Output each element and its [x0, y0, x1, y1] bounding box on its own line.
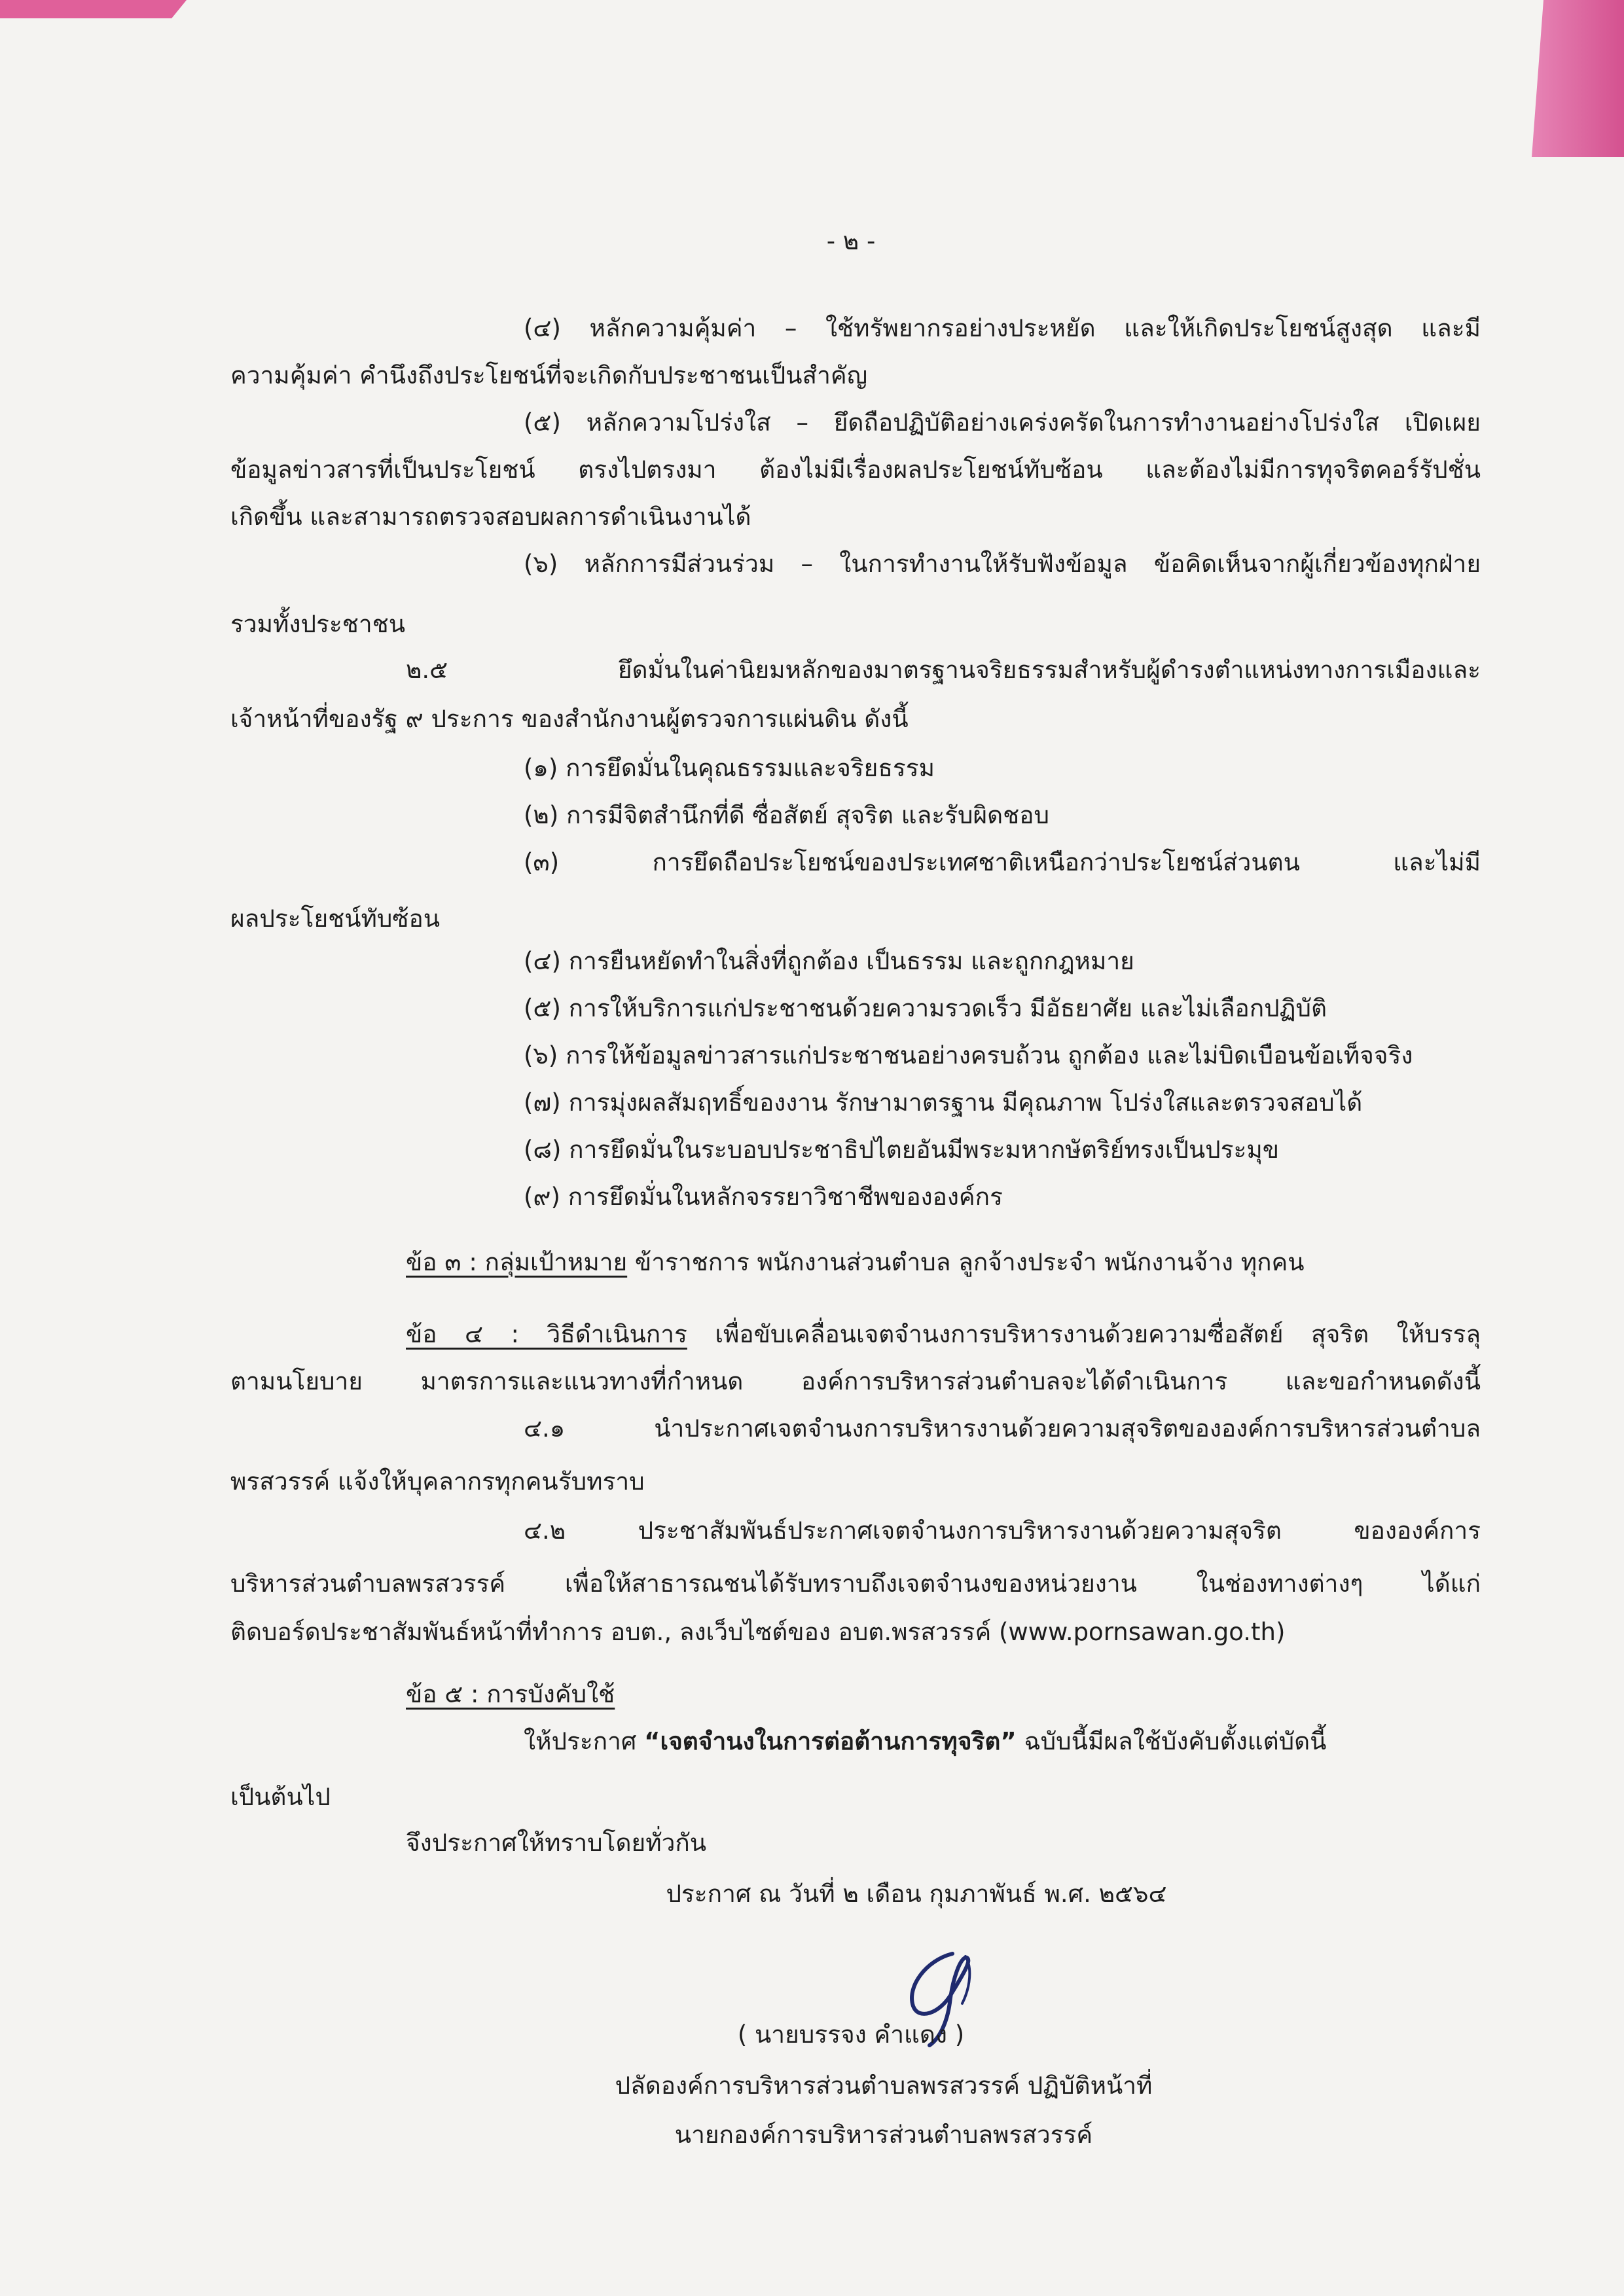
- ethics-item-6: (๖) การให้ข้อมูลข่าวสารแก่ประชาชนอย่างครบถ้วน ถูกต้อง และไม่บิดเบือนข้อเท็จจริง: [524, 1041, 1413, 1069]
- section-4-line-2: ตามนโยบาย มาตรการและแนวทางที่กำหนด องค์การบริหารส่วนตำบลจะได้ดำเนินการ และขอกำหนดดังนี้: [230, 1367, 1481, 1395]
- closing-statement: จึงประกาศให้ทราบโดยทั่วกัน: [406, 1829, 707, 1857]
- signatory-title-2: นายกองค์การบริหารส่วนตำบลพรสวรรค์: [674, 2121, 1093, 2149]
- signatory-title-1: ปลัดองค์การบริหารส่วนตำบลพรสวรรค์ ปฏิบัติหน้าที่: [615, 2072, 1153, 2100]
- signatory-name: ( นายบรรจง คำแดง ): [737, 2020, 965, 2049]
- section-4-text-1: เพื่อขับเคลื่อนเจตจำนงการบริหารงานด้วยความซื่อสัตย์ สุจริต ให้บรรลุ: [687, 1320, 1481, 1348]
- section-4-line-1: [406, 1319, 1481, 1350]
- ethics-item-5: (๕) การให้บริการแก่ประชาชนด้วยความรวดเร็ว มีอัธยาศัย และไม่เลือกปฏิบัติ: [524, 994, 1327, 1022]
- section-3-heading: ข้อ ๓ : กลุ่มเป้าหมาย: [406, 1248, 628, 1276]
- page-number: - ๒ -: [826, 227, 876, 255]
- announcement-date: ประกาศ ณ วันที่ ๒ เดือน กุมภาพันธ์ พ.ศ. ๒๕๖๔: [666, 1880, 1167, 1908]
- ethics-item-8: (๘) การยึดมั่นในระบอบประชาธิปไตยอันมีพระมหากษัตริย์ทรงเป็นประมุข: [524, 1136, 1280, 1164]
- section-2-5-line-2: เจ้าหน้าที่ของรัฐ ๙ ประการ ของสำนักงานผู้ตรวจการแผ่นดิน ดังนี้: [230, 705, 909, 733]
- principle-4-line-2: ความคุ้มค่า คำนึงถึงประโยชน์ที่จะเกิดกับประชาชนเป็นสำคัญ: [230, 361, 868, 389]
- paper-edge-right: [1526, 0, 1624, 157]
- ethics-item-1: (๑) การยึดมั่นในคุณธรรมและจริยธรรม: [524, 754, 935, 782]
- section-2-5-line-1: ๒.๕ ยึดมั่นในค่านิยมหลักของมาตรฐานจริยธรรมสำหรับผู้ดำรงตำแหน่งทางการเมืองและ: [406, 656, 1481, 684]
- section-5-heading: ข้อ ๕ : การบังคับใช้: [406, 1680, 615, 1708]
- section-4-2-line-1: ๔.๒ ประชาสัมพันธ์ประกาศเจตจำนงการบริหารงานด้วยความสุจริต ขององค์การ: [524, 1516, 1481, 1545]
- principle-5-line-3: เกิดขึ้น และสามารถตรวจสอบผลการดำเนินงานได้: [230, 503, 751, 531]
- ethics-item-3: (๓) การยึดถือประโยชน์ของประเทศชาติเหนือกว่าประโยชน์ส่วนตน และไม่มี: [524, 848, 1481, 876]
- paper-edge-left: [0, 0, 187, 18]
- section-5-title: “เจตจำนงในการต่อต้านการทุจริต”: [644, 1727, 1017, 1755]
- principle-4-line-1: (๔) หลักความคุ้มค่า – ใช้ทรัพยากรอย่างประหยัด และให้เกิดประโยชน์สูงสุด และมี: [524, 314, 1481, 342]
- section-4-2-line-2: บริหารส่วนตำบลพรสวรรค์ เพื่อให้สาธารณชนได้รับทราบถึงเจตจำนงของหน่วยงาน ในช่องทางต่างๆ ได้แก่: [230, 1570, 1481, 1598]
- section-4-heading: ข้อ ๔ : วิธีดำเนินการ: [406, 1320, 687, 1348]
- ethics-item-7: (๗) การมุ่งผลสัมฤทธิ์ของงาน รักษามาตรฐาน มีคุณภาพ โปร่งใสและตรวจสอบได้: [524, 1088, 1363, 1117]
- ethics-item-2: (๒) การมีจิตสำนึกที่ดี ซื่อสัตย์ สุจริต และรับผิดชอบ: [524, 801, 1049, 829]
- principle-5-line-2: ข้อมูลข่าวสารที่เป็นประโยชน์ ตรงไปตรงมา ต้องไม่มีเรื่องผลประโยชน์ทับซ้อน และต้องไม่มีการทุจริตคอร์รัปชั่น: [230, 456, 1481, 484]
- section-5-line-2: เป็นต้นไป: [230, 1783, 331, 1811]
- section-5-line-1: [524, 1726, 1481, 1757]
- section-5-heading-row: [406, 1679, 1481, 1710]
- ethics-item-3-cont: ผลประโยชน์ทับซ้อน: [230, 905, 441, 933]
- section-3: [406, 1247, 1481, 1278]
- section-4-1-line-2: พรสวรรค์ แจ้งให้บุคลากรทุกคนรับทราบ: [230, 1467, 645, 1496]
- section-4-2-line-3: ติดบอร์ดประชาสัมพันธ์หน้าที่ทำการ อบต., ลงเว็บไซต์ของ อบต.พรสวรรค์ (www.pornsawan.go.th): [230, 1618, 1286, 1646]
- principle-5-line-1: (๕) หลักความโปร่งใส – ยึดถือปฏิบัติอย่างเคร่งครัดในการทำงานอย่างโปร่งใส เปิดเผย: [524, 408, 1481, 437]
- ethics-item-4: (๔) การยืนหยัดทำในสิ่งที่ถูกต้อง เป็นธรรม และถูกกฎหมาย: [524, 947, 1134, 975]
- section-5-pre: ให้ประกาศ: [524, 1727, 645, 1755]
- ethics-item-9: (๙) การยึดมั่นในหลักจรรยาวิชาชีพขององค์กร: [524, 1183, 1003, 1211]
- principle-6-line-1: (๖) หลักการมีส่วนร่วม – ในการทำงานให้รับฟังข้อมูล ข้อคิดเห็นจากผู้เกี่ยวข้องทุกฝ่าย: [524, 550, 1481, 578]
- section-4-1-line-1: ๔.๑ นำประกาศเจตจำนงการบริหารงานด้วยความสุจริตขององค์การบริหารส่วนตำบล: [524, 1414, 1481, 1443]
- section-3-text: ข้าราชการ พนักงานส่วนตำบล ลูกจ้างประจำ พนักงานจ้าง ทุกคน: [627, 1248, 1305, 1276]
- section-5-post: ฉบับนี้มีผลใช้บังคับตั้งแต่บัดนี้: [1016, 1727, 1327, 1755]
- principle-6-line-2: รวมทั้งประชาชน: [230, 610, 406, 638]
